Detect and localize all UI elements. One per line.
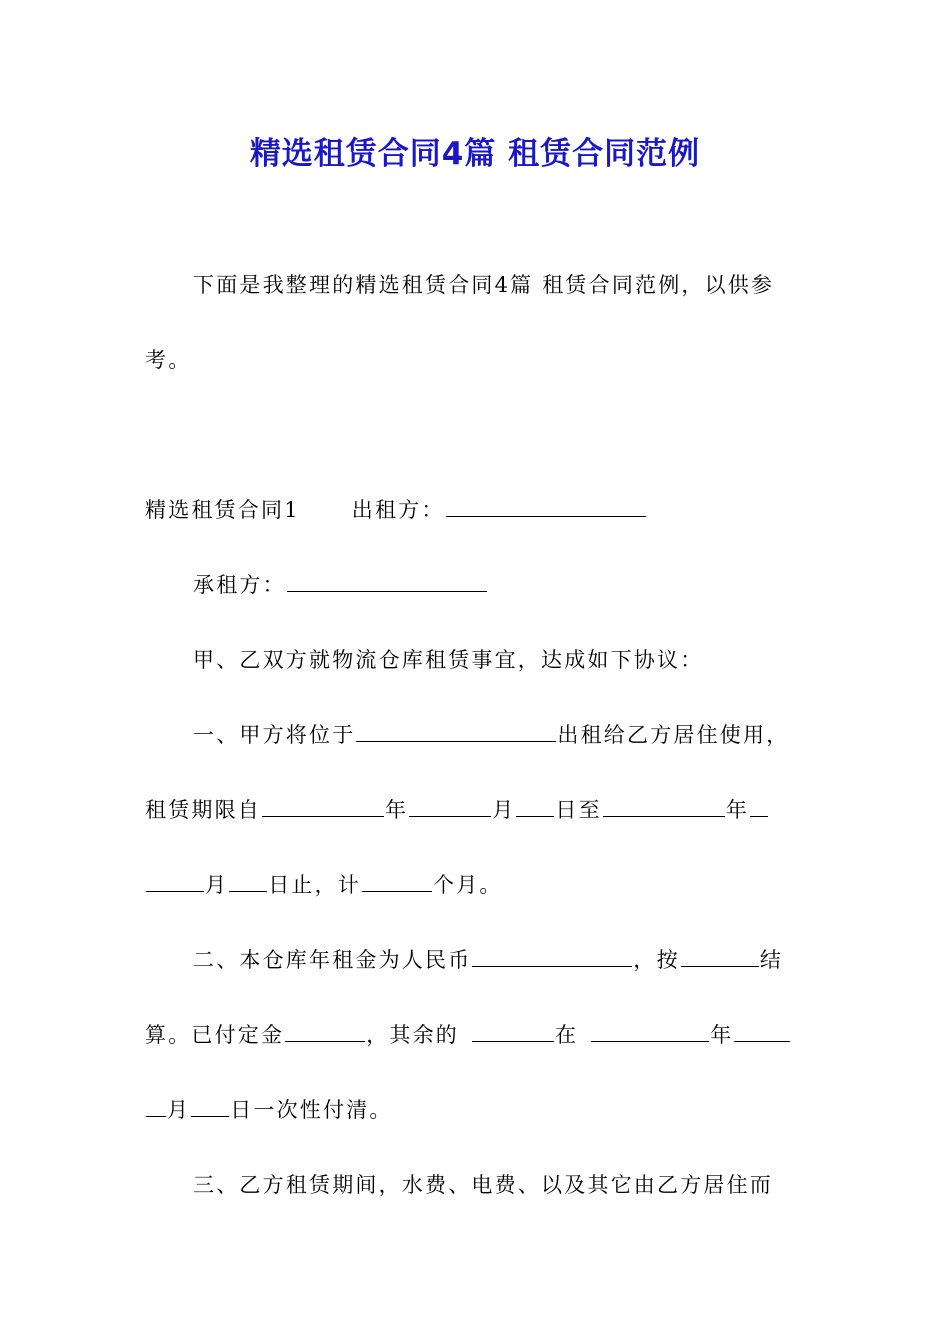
intro-paragraph-line-1: 下面是我整理的精选租赁合同4篇 租赁合同范例，以供参 xyxy=(193,273,775,297)
month-text-2: 月 xyxy=(205,873,229,897)
property-location-blank xyxy=(356,721,556,742)
lessee-blank xyxy=(287,571,487,592)
at-text: 在 xyxy=(555,1023,579,1047)
month-text: 月 xyxy=(492,798,516,822)
month-text-3: 月 xyxy=(167,1098,191,1122)
pay-month-blank-start xyxy=(734,1021,790,1042)
section1-heading: 精选租赁合同1 xyxy=(145,498,300,522)
lessor-label: 出租方： xyxy=(351,498,445,522)
clause1-text-b: 出租给乙方居住使用， xyxy=(557,723,790,747)
end-month-blank-start xyxy=(750,796,768,817)
clause3-line-1: 三、乙方租赁期间，水费、电费、以及其它由乙方居住而 xyxy=(193,1173,773,1197)
end-day-blank xyxy=(229,871,267,892)
clause2-text-c: 结 xyxy=(759,948,784,972)
agreement-line: 甲、乙双方就物流仓库租赁事宜，达成如下协议： xyxy=(193,648,704,672)
lease-term-label: 租赁期限自 xyxy=(145,798,261,822)
start-year-blank xyxy=(262,796,384,817)
end-year-blank xyxy=(603,796,725,817)
start-month-blank xyxy=(409,796,491,817)
lessee-label: 承租方： xyxy=(193,573,286,597)
lessor-blank xyxy=(446,496,646,517)
clause1-line-3 xyxy=(145,870,815,900)
months-text: 个月。 xyxy=(433,873,503,897)
deposit-blank xyxy=(285,1021,365,1042)
clause1-line-2 xyxy=(145,795,815,825)
end-month-blank-cont xyxy=(146,871,204,892)
year-text-3: 年 xyxy=(710,1023,734,1047)
annual-rent-blank xyxy=(472,946,632,967)
months-count-blank xyxy=(362,871,432,892)
day-to-text: 日至 xyxy=(555,798,602,822)
year-text: 年 xyxy=(385,798,409,822)
lessee-line xyxy=(193,570,863,600)
clause1-line-1 xyxy=(193,720,863,750)
clause2-line-3 xyxy=(145,1095,815,1125)
settlement-blank xyxy=(681,946,759,967)
pay-year-blank xyxy=(591,1021,709,1042)
year-text-2: 年 xyxy=(725,798,750,822)
pay-day-blank xyxy=(191,1096,229,1117)
intro-paragraph-line-2: 考。 xyxy=(145,348,192,372)
section1-header-line xyxy=(145,495,815,525)
clause2-line-1 xyxy=(193,945,863,975)
clause2-text-a: 二、本仓库年租金为人民币 xyxy=(193,948,472,972)
pay-end-text: 日一次性付清。 xyxy=(230,1098,393,1122)
pay-month-blank-cont xyxy=(146,1096,166,1117)
clause2-line-2 xyxy=(145,1020,815,1050)
deposit-label: 算。已付定金 xyxy=(145,1023,285,1047)
clause2-text-b: ，按 xyxy=(633,948,680,972)
document-title: 精选租赁合同4篇 租赁合同范例 xyxy=(249,136,701,172)
remainder-blank xyxy=(472,1021,554,1042)
start-day-blank xyxy=(516,796,554,817)
day-end-text: 日止，计 xyxy=(268,873,362,897)
remainder-text: ，其余的 xyxy=(366,1023,460,1047)
clause1-text-a: 一、甲方将位于 xyxy=(193,723,356,747)
